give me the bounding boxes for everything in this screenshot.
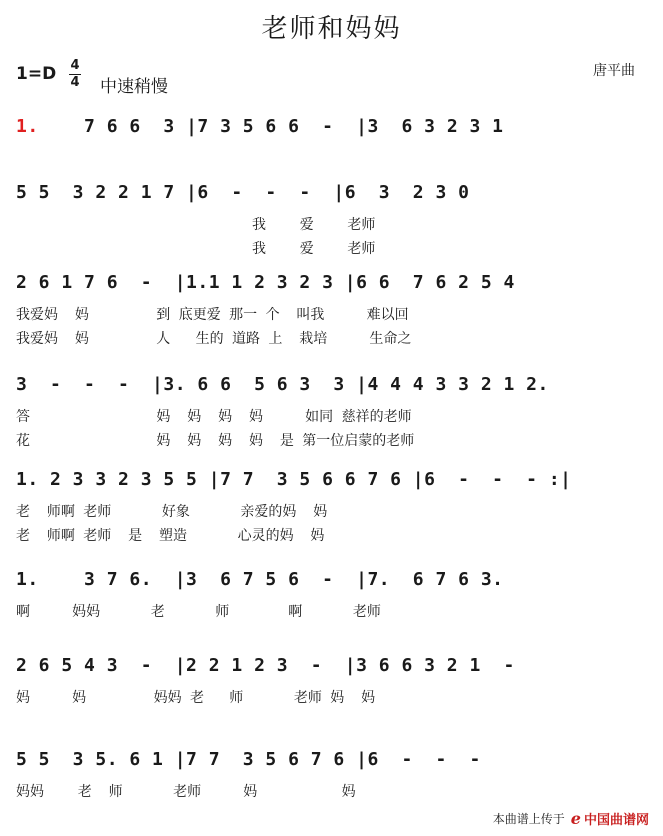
time-signature-bottom: 4 — [70, 75, 80, 90]
time-signature-top: 4 — [70, 58, 80, 73]
lyric-verse-1: 啊 妈妈 老 师 啊 老师 — [16, 604, 381, 620]
lyric-verse-1: 我 爱 老师 — [16, 217, 376, 233]
lyric-verse-1: 答 妈 妈 妈 妈 如同 慈祥的老师 — [16, 409, 412, 425]
watermark — [493, 809, 649, 828]
notation-line: 1. 3 7 6. |3 6 7 5 6 - |7. 6 7 6 3. — [16, 569, 504, 590]
lyric-verse-1: 我爱妈 妈 到 底更爱 那一 个 叫我 难以回 — [16, 307, 409, 323]
score-row — [0, 268, 663, 354]
lyric-verse-2: 我爱妈 妈 人 生的 道路 上 栽培 生命之 — [16, 331, 412, 347]
lyric-verse-2: 我 爱 老师 — [16, 241, 376, 257]
notation-line: 1. 7 6 6 3 |7 3 5 6 6 - |3 6 3 2 3 1 — [16, 116, 504, 137]
lyric-verse-1: 老 师啊 老师 好象 亲爱的妈 妈 — [16, 504, 328, 520]
notation-line: 5 5 3 2 2 1 7 |6 - - - |6 3 2 3 0 — [16, 182, 470, 203]
logo-text: 中国曲谱网 — [583, 813, 649, 828]
song-title: 老师和妈妈 — [261, 14, 402, 44]
score-row — [0, 565, 663, 651]
tempo-marking: 中速稍慢 — [100, 77, 168, 97]
lyric-verse-2: 花 妈 妈 妈 妈 是 第一位启蒙的老师 — [16, 433, 415, 449]
lyric-verse-1: 妈 妈 妈妈 老 师 老师 妈 妈 — [16, 690, 376, 706]
score-row — [0, 370, 663, 456]
time-signature — [68, 58, 82, 91]
watermark-text: 本曲谱上传于 — [492, 812, 565, 826]
score-row — [0, 651, 663, 737]
lyric-verse-2: 老 师啊 老师 是 塑造 心灵的妈 妈 — [16, 528, 325, 544]
notation-line: 3 - - - |3. 6 6 5 6 3 3 |4 4 4 3 3 2 1 2. — [16, 374, 549, 395]
notation-line: 2 6 5 4 3 - |2 2 1 2 3 - |3 6 6 3 2 1 - — [16, 655, 515, 676]
score-row — [0, 465, 663, 551]
score-row — [0, 178, 663, 264]
site-logo[interactable] — [571, 809, 649, 828]
highlighted-note: 1. — [16, 116, 39, 137]
notation-line: 2 6 1 7 6 - |1.1 1 2 3 2 3 |6 6 7 6 2 5 4 — [16, 272, 515, 293]
logo-e-icon: e — [570, 809, 581, 828]
lyric-verse-1: 妈妈 老 师 老师 妈 妈 — [16, 784, 356, 800]
notation-line: 5 5 3 5. 6 1 |7 7 3 5 6 7 6 |6 - - - — [16, 749, 481, 770]
key-signature: 1=D — [16, 64, 57, 84]
composer-credit: 唐平曲 — [593, 63, 635, 79]
notation-line: 1. 2 3 3 2 3 5 5 |7 7 3 5 6 6 7 6 |6 - - - :| — [16, 469, 572, 490]
